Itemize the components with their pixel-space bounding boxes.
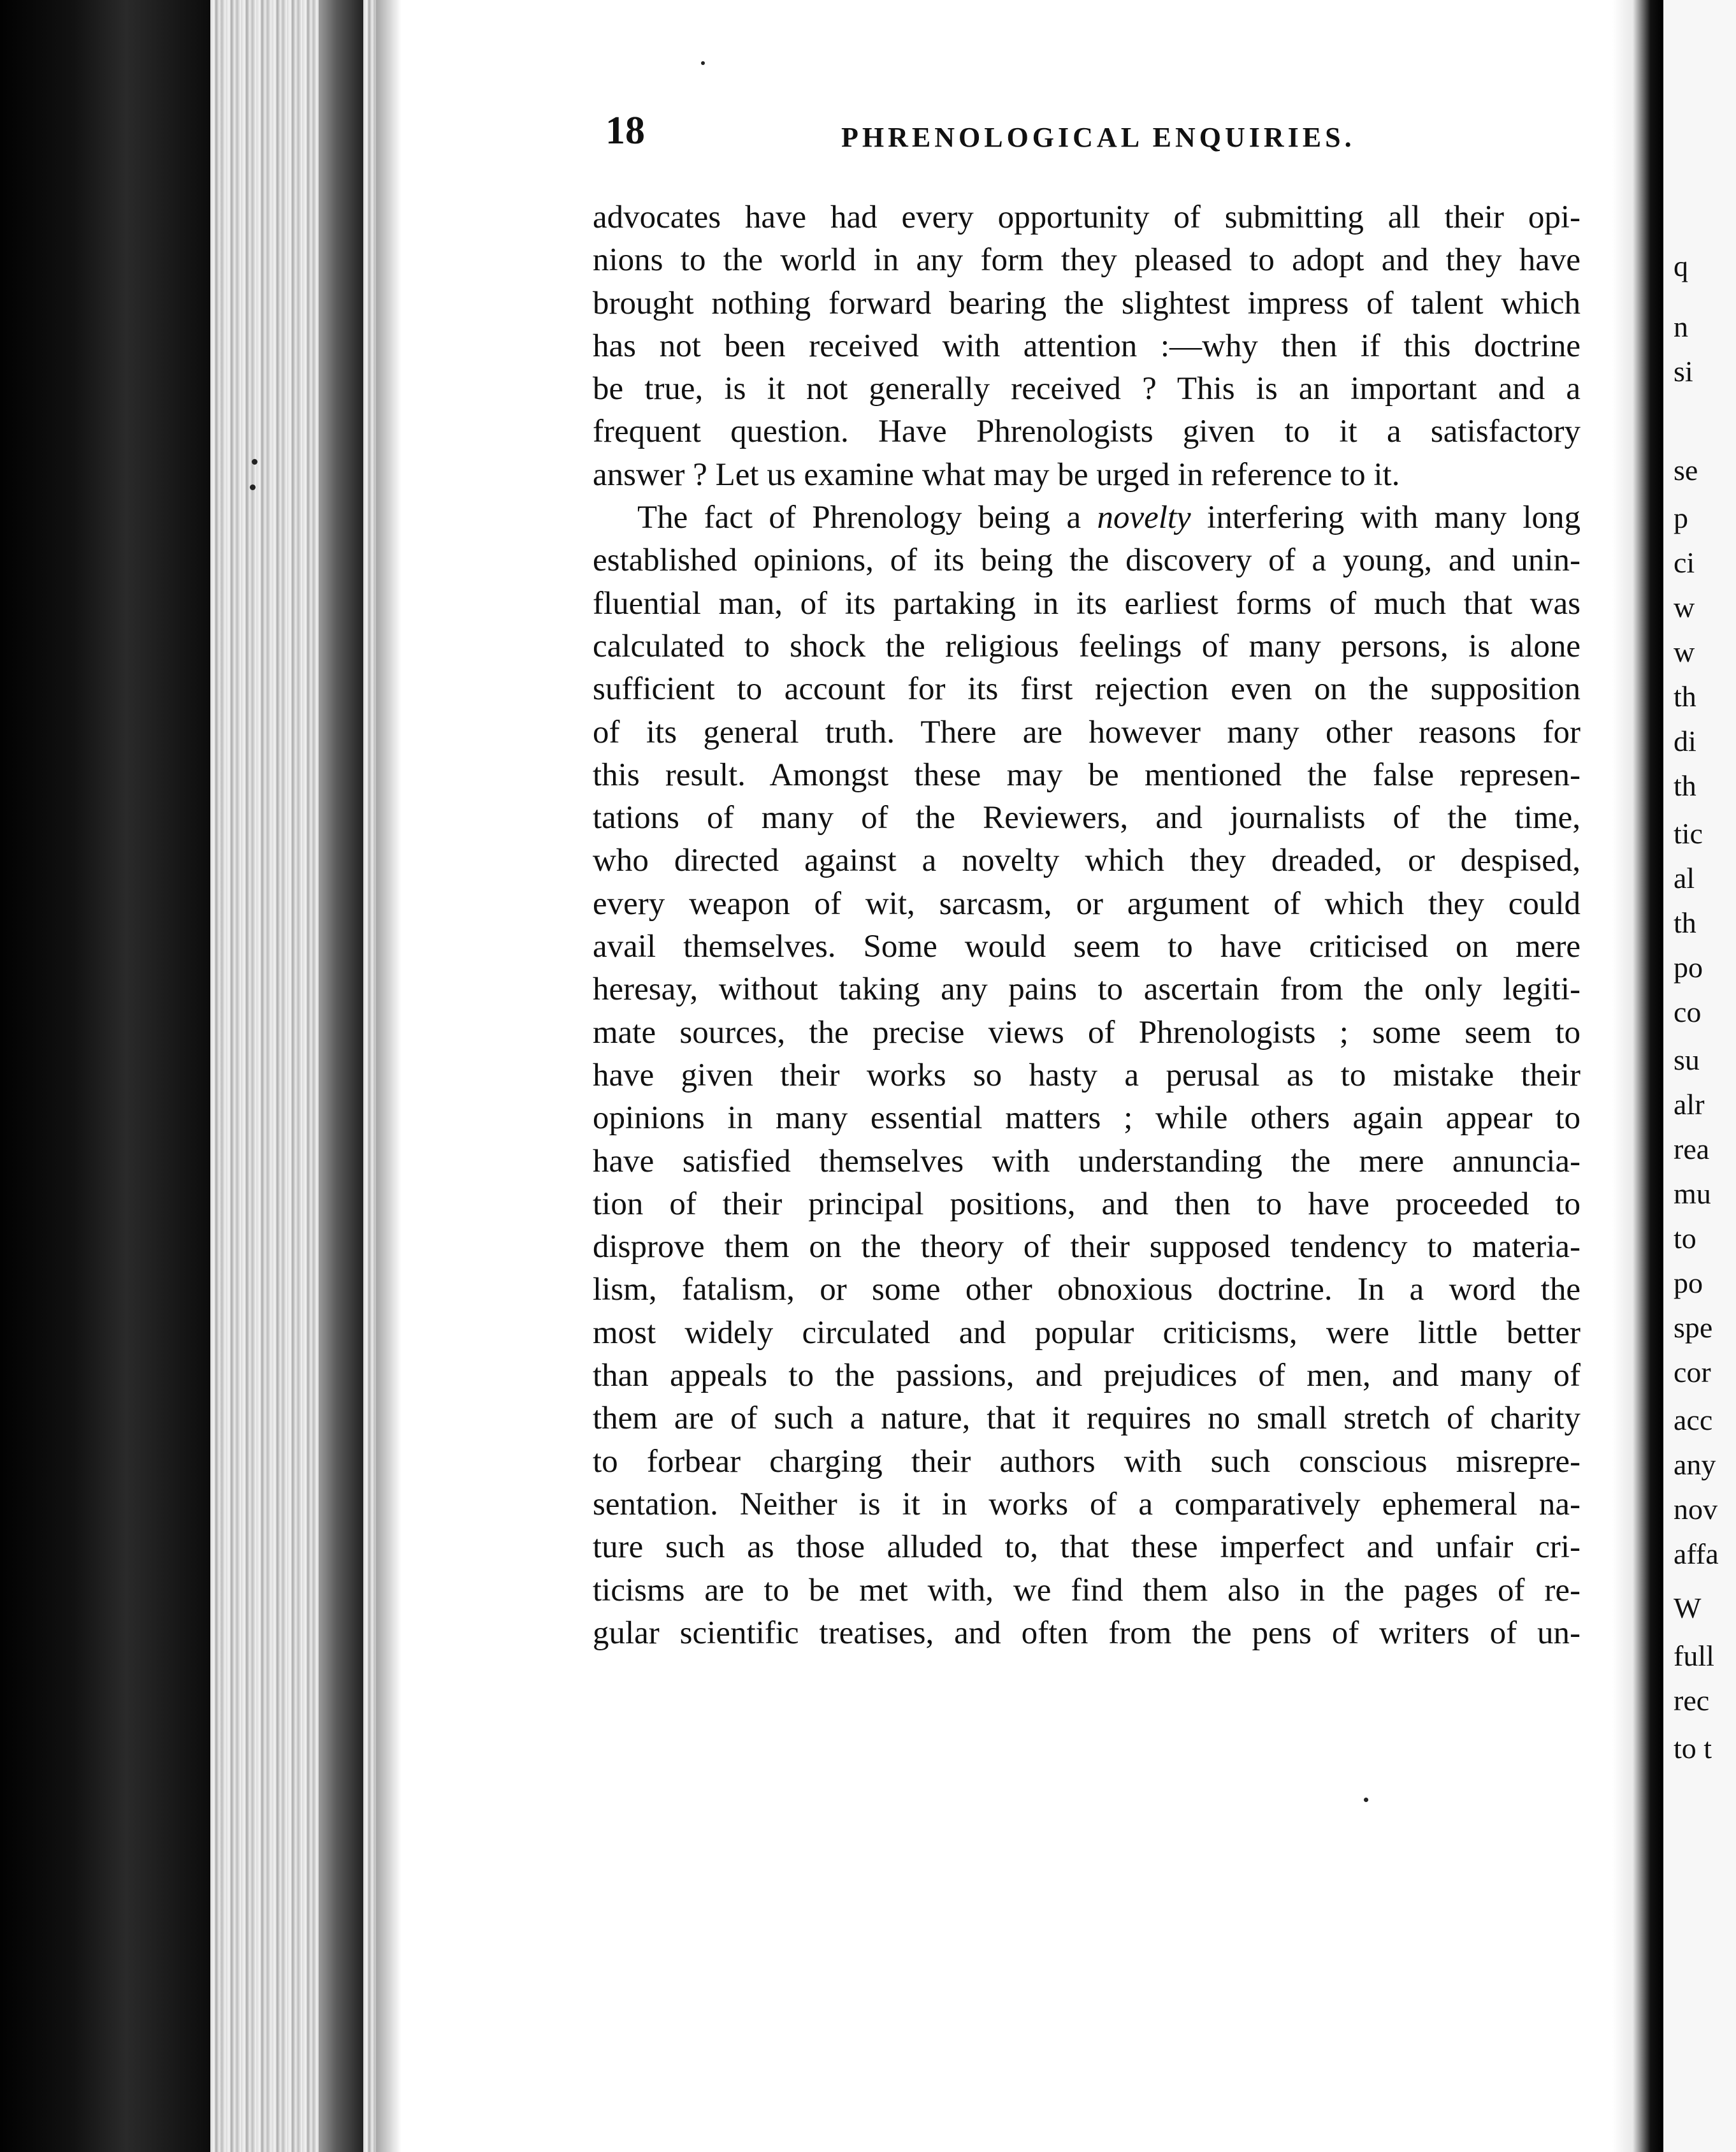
text-line: mate sources, the precise views of Phrenologists ; some seem to (593, 1014, 1580, 1051)
text-line: opinions in many essential matters ; while others again appear to (593, 1100, 1580, 1137)
facing-page-fragment: su (1674, 1043, 1700, 1076)
text-line: of its general truth. There are however many other reasons for (593, 714, 1580, 750)
facing-page-fragment: q (1674, 250, 1688, 282)
scan-speck (250, 484, 256, 490)
text-line: sentation. Neither is it in works of a comparatively ephemeral na- (593, 1486, 1580, 1522)
facing-page-fragment: po (1674, 1267, 1703, 1299)
text-line: advocates have had every opportunity of submitting all their opi- (593, 200, 1580, 235)
text-line: than appeals to the passions, and prejudices of men, and many of (593, 1358, 1580, 1394)
text-line: ture such as those alluded to, that these imperfect and unfair cri- (593, 1529, 1580, 1566)
facing-page-fragment: affa (1674, 1538, 1719, 1570)
facing-page-fragment: rea (1674, 1133, 1710, 1165)
page-number: 18 (605, 109, 645, 152)
page-inner-shadow (376, 0, 401, 2152)
running-head-title: PHRENOLOGICAL ENQUIRIES. (841, 122, 1356, 153)
facing-page-fragment: mu (1674, 1177, 1711, 1210)
text-line: who directed against a novelty which they dreaded, or despised, (593, 843, 1580, 879)
text-line: every weapon of wit, sarcasm, or argument of which they could (593, 885, 1580, 922)
facing-page-fragment: to t (1674, 1732, 1712, 1764)
facing-page-fragment: th (1674, 769, 1696, 802)
text-line: brought nothing forward bearing the slightest impress of talent which (593, 285, 1580, 321)
text-line: nions to the world in any form they pleased to adopt and they have (593, 242, 1580, 279)
text-line: heresay, without taking any pains to ascertain from the only legiti- (593, 971, 1580, 1008)
text-line: ticisms are to be met with, we find them also in the pages of re- (593, 1572, 1580, 1608)
text-line: has not been received with attention :—why then if this doctrine (593, 328, 1580, 364)
text-line: lism, fatalism, or some other obnoxious doctrine. In a word the (593, 1272, 1580, 1308)
facing-page-fragment: tic (1674, 817, 1703, 850)
facing-page-fragment: n (1674, 310, 1688, 343)
facing-page-fragment: ci (1674, 546, 1695, 579)
facing-page-fragment: al (1674, 862, 1695, 894)
facing-page-fragment: si (1674, 355, 1693, 388)
facing-page-fragment: w (1674, 636, 1695, 668)
facing-page-fragment: spe (1674, 1311, 1713, 1344)
text-run: The fact of Phrenology being a (637, 500, 1097, 536)
facing-page-fragment: to (1674, 1222, 1696, 1254)
facing-page-fragment: se (1674, 454, 1698, 486)
facing-page-fragment: th (1674, 680, 1696, 713)
italic-word: novelty (1097, 500, 1191, 536)
scan-speck (701, 61, 705, 65)
body-text (593, 196, 1580, 1655)
facing-page-fragment: alr (1674, 1088, 1705, 1121)
text-line: to forbear charging their authors with such conscious misrepre- (593, 1443, 1580, 1480)
scan-speck (252, 459, 257, 465)
facing-page-fragment: th (1674, 906, 1696, 939)
facing-page-fragment: nov (1674, 1493, 1718, 1525)
text-line: them are of such a nature, that it requires no small stretch of charity (593, 1400, 1580, 1437)
text-line: tion of their principal positions, and then to have proceeded to (593, 1186, 1580, 1222)
scan-speck (1364, 1798, 1368, 1802)
text-line: avail themselves. Some would seem to have criticised on mere (593, 929, 1580, 965)
text-line: this result. Amongst these may be mentioned the false represen- (593, 757, 1580, 793)
facing-page-fragment: w (1674, 591, 1695, 623)
text-line: sufficient to account for its first rejection even on the supposition (593, 671, 1580, 708)
text-line: established opinions, of its being the discovery of a young, and unin- (593, 542, 1580, 579)
text-line: fluential man, of its partaking in its earliest forms of much that was (593, 585, 1580, 622)
text-line: calculated to shock the religious feelings of many persons, is alone (593, 628, 1580, 664)
text-line: be true, is it not generally received ? This is an important and a (593, 371, 1580, 407)
text-line: have given their works so hasty a perusal as to mistake their (593, 1057, 1580, 1093)
paragraph-first-line (593, 497, 1580, 539)
page-edges (210, 0, 401, 2152)
facing-page-fragment: W (1674, 1592, 1702, 1624)
facing-page-fragment: rec (1674, 1684, 1710, 1717)
facing-page-fragment: po (1674, 951, 1703, 984)
text-line: answer ? Let us examine what may be urged in reference to it. (593, 456, 1400, 493)
text-line: gular scientific treatises, and often from the pens of writers of un- (593, 1615, 1580, 1651)
page-edges-shadow (319, 0, 363, 2152)
facing-page-fragment: any (1674, 1448, 1716, 1481)
text-line: most widely circulated and popular criticisms, were little better (593, 1314, 1580, 1351)
text-line: tations of many of the Reviewers, and journalists of the time, (593, 800, 1580, 836)
text-run: interfering with many long (1190, 500, 1580, 536)
facing-page-fragment: cor (1674, 1356, 1711, 1388)
facing-page-fragment: full (1674, 1639, 1714, 1672)
text-line: frequent question. Have Phrenologists given to it a satisfactory (593, 414, 1580, 450)
text-line: disprove them on the theory of their supposed tendency to materia- (593, 1229, 1580, 1265)
facing-page-fragment: acc (1674, 1404, 1713, 1436)
text-line: have satisfied themselves with understanding the mere annuncia- (593, 1143, 1580, 1179)
facing-page-fragment: p (1674, 502, 1688, 534)
book-gutter (1612, 0, 1663, 2152)
facing-page (1663, 0, 1736, 2152)
facing-page-fragment: co (1674, 996, 1702, 1028)
facing-page-fragment: di (1674, 725, 1696, 757)
book-binding (0, 0, 210, 2152)
